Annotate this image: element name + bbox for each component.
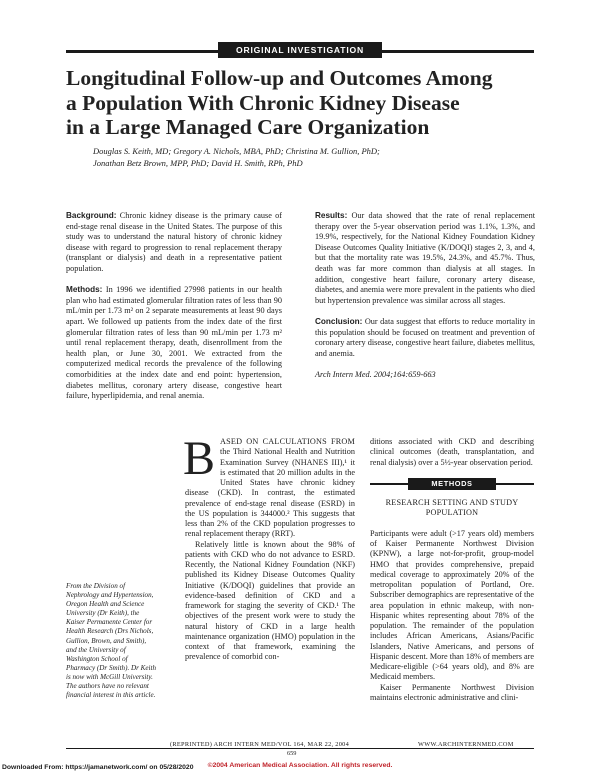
methods-text: In 1996 we identified 27998 patients in our health plan who had estimated glomerular filtration rates of less than 90 mL/min per 1.73 m² on 2 separate measurements at least 90 days apart. We followed up patients from the index date of the first glomerular filtration rates of less than 90 mL/min per 1.73 m² until renal replacement therapy, death, disenrollment from the health plan, or June 30, 2001. We extracted from the computerized medical records the prevalence of the following comorbidities at the index date and end point: hypertension, diabetes mellitus, coronary artery disease, congestive heart failure, hyperlipidemia, and renal anemia. — [66, 285, 282, 401]
background-label: Background: — [66, 211, 117, 220]
download-stamp: Downloaded From: https://jamanetwork.com/ on 05/28/2020 — [2, 764, 194, 771]
footer-rule — [66, 748, 534, 749]
methods-label: Methods: — [66, 285, 103, 295]
body-paragraph: ditions associated with CKD and describing clinical outcomes (death, transplantation, and renal dialysis) over a 5½-year observation period. — [370, 437, 534, 467]
citation: Arch Intern Med. 2004;164:659-663 — [315, 369, 436, 379]
affiliation-line: and the University of — [66, 645, 126, 654]
footer-journal: (REPRINTED) ARCH INTERN MED/VOL 164, MAR 22, 2004 — [170, 741, 350, 748]
affiliation-line: financial interest in this article. — [66, 691, 156, 700]
conclusion-label: Conclusion: — [315, 316, 363, 326]
body-paragraph: Relatively little is known about the 98% of patients with CKD who do not advance to ESRD. Recently, the National Kidney Foundation (NKF) published its Kidney Disease Outcomes Quality Initiative (K/DOQI) guidelines that provide an evidence-based definition of CKD and a framework for staging the severity of CKD.¹ The objectives of the present work were to study the natural history of CKD in a large health maintenance organization (HMO) population in the context of that framework, examining the prevalence of comorbid con- — [185, 539, 355, 662]
affiliation-line: University (Dr Keith), the — [66, 609, 140, 618]
affiliations — [66, 582, 170, 700]
affiliation-line: The authors have no relevant — [66, 682, 149, 691]
subsection-heading: RESEARCH SETTING AND STUDY POPULATION — [385, 497, 519, 518]
results-text: Our data showed that the rate of renal replacement therapy over the 5-year observation period was 1.1%, 1.3%, and 19.9%, respectively, for the National Kidney Foundation Kidney Disease Outcomes Quality Initiative (K/DOQI) stages 2, 3, and 4, but that the mortality rate was 19.5%, 24.3%, and 45.7%. Thus, death was far more common than dialysis at all stages. In addition, congestive heart failure, coronary artery disease, diabetes, and anemia were more prevalent in the patients who died but hypertension prevalence was similar across all stages. — [315, 211, 535, 305]
body-paragraph — [183, 432, 355, 540]
copyright-notice: ©2004 American Medical Association. All rights reserved. — [207, 762, 393, 769]
abstract-conclusion — [315, 317, 535, 359]
affiliation-line: Gullion, Brown, and Smith), — [66, 636, 147, 645]
affiliation-line: Oregon Health and Science — [66, 600, 145, 609]
body-column-2 — [183, 432, 355, 663]
abstract-left-column — [66, 211, 282, 412]
title-line: Longitudinal Follow-up and Outcomes Among — [66, 66, 493, 90]
section-label: ORIGINAL INVESTIGATION — [218, 42, 382, 58]
title-line: a Population With Chronic Kidney Disease — [66, 90, 460, 115]
author-list — [93, 146, 513, 169]
conclusion-text: Our data suggest that efforts to reduce mortality in this population should be focused on treatment and prevention of coronary artery disease, congestive heart failure, diabetes mellitus, and anemia. — [315, 316, 535, 358]
abstract-results — [315, 211, 535, 306]
abstract-methods — [66, 285, 282, 402]
methods-heading-label: METHODS — [408, 478, 496, 490]
abstract-background — [66, 211, 282, 275]
affiliation-line: Pharmacy (Dr Smith). Dr Keith — [66, 663, 157, 672]
author-line: Jonathan Betz Brown, MPP, PhD; David H. Smith, RPh, PhD — [93, 157, 303, 168]
body-column-3 — [370, 437, 534, 703]
methods-heading — [370, 478, 534, 490]
article-title — [66, 66, 536, 140]
affiliation-line: Nephrology and Hypertension, — [66, 591, 154, 600]
body-paragraph: Kaiser Permanente Northwest Division maintains electronic administrative and clini- — [370, 682, 534, 702]
paragraph-text: the Third National Health and Nutrition Examination Survey (NHANES III),¹ it is estimated that 20 million adults in the United States have chronic kidney disease (CKD). In contrast, the estimated prevalence of end-stage renal disease (ESRD) in the US population is 344000.² This suggests that less than 2% of the CKD population progresses to renal replacement therapy (RRT). — [185, 447, 355, 539]
drop-cap: B — [183, 432, 216, 485]
title-line: in a Large Managed Care Organization — [66, 115, 430, 139]
background-text: Chronic kidney disease is the primary cause of end-stage renal disease in the United States. The purpose of this study was to understand the natural history of chronic kidney disease with regard to progression to renal replacement therapy (transplant or dialysis) and death in a representative patient population. — [66, 211, 282, 273]
results-label: Results: — [315, 211, 348, 220]
body-paragraph: Participants were adult (>17 years old) members of Kaiser Permanente Northwest Division (KPNW), a large not-for-profit, group-model HMO that provides comprehensive, prepaid medical coverage to approximately 20% of the metropolitan population of Portland, Ore. Subscriber demographics are representative of the area population in ethnic makeup, with non-Hispanic whites representing about 78% of the population. The remainder of the population includes African Americans, Asians/Pacific Islanders, Native Americans, and persons of Hispanic descent. More than 18% of members are Medicare-eligible (>64 years old), and 8% are Medicaid members. — [370, 528, 534, 682]
footer-website: WWW.ARCHINTERNMED.COM — [418, 741, 514, 748]
abstract-right-column — [315, 211, 535, 391]
lead-in: ASED ON CALCULATIONS FROM — [220, 437, 355, 446]
affiliation-line: Kaiser Permanente Center for — [66, 618, 153, 627]
affiliation-line: Health Research (Drs Nichols, — [66, 627, 154, 636]
author-line: Douglas S. Keith, MD; Gregory A. Nichols, MBA, PhD; Christina M. Gullion, PhD; — [93, 146, 380, 156]
page-number: 659 — [287, 750, 297, 757]
affiliation-line: Washington School of — [66, 654, 128, 663]
affiliation-line: From the Division of — [66, 582, 126, 590]
section-banner — [66, 42, 534, 58]
affiliation-line: is now with McGill University. — [66, 672, 153, 681]
